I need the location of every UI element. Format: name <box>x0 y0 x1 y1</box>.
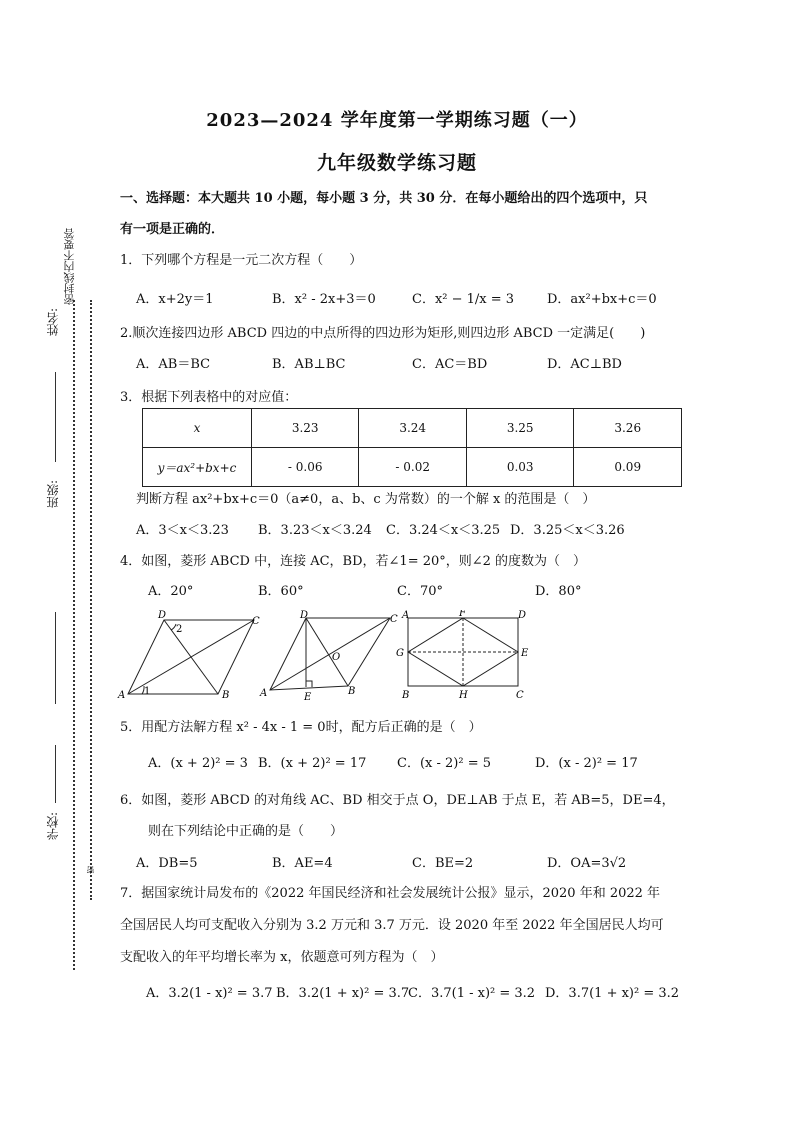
q4-option-a[interactable]: A．20° <box>148 584 194 599</box>
q3-option-b[interactable]: B．3.23＜x＜3.24 <box>258 523 372 538</box>
q2-option-b[interactable]: B．AB⊥BC <box>272 357 346 372</box>
q4-option-c[interactable]: C．70° <box>397 584 443 599</box>
q1-option-b[interactable]: B．x² - 2x+3＝0 <box>272 292 376 307</box>
table-row <box>143 409 682 448</box>
class-label: 班级: <box>46 480 60 509</box>
table-cell: - 0.02 <box>359 448 467 487</box>
q4-figure-rhombus <box>116 610 266 702</box>
q5-option-c[interactable]: C．(x - 2)² = 5 <box>397 756 491 771</box>
table-cell: 3.24 <box>359 409 467 448</box>
class-field-line[interactable] <box>55 612 56 704</box>
q1-option-c[interactable]: C．x² − 1/x = 3 <box>412 292 515 307</box>
fig1-label-c: C <box>252 616 260 627</box>
table-cell: 3.23 <box>251 409 359 448</box>
fig2-label-c: C <box>390 614 398 625</box>
q3-judge: 判断方程 ax²+bx+c＝0（a≠0，a、b、c 为常数）的一个解 x 的范围是（ ） <box>136 492 596 507</box>
fig3-label-c: C <box>516 690 524 701</box>
q3-option-a[interactable]: A．3＜x＜3.23 <box>136 523 229 538</box>
q2-option-d[interactable]: D．AC⊥BD <box>547 357 622 372</box>
q1-option-a[interactable]: A．x+2y＝1 <box>136 292 214 307</box>
section-intro-line1: 一、选择题：本大题共 10 小题，每小题 3 分，共 30 分．在每小题给出的四个选项中，只 <box>120 191 648 206</box>
fig1-label-b: B <box>222 690 230 701</box>
q4-stem: 4．如图，菱形 ABCD 中，连接 AC，BD，若∠1= 20°，则∠2 的度数为（ ） <box>120 554 587 569</box>
q7-option-a[interactable]: A．3.2(1 - x)² = 3.7 <box>146 986 273 1001</box>
q4-option-d[interactable]: D．80° <box>535 584 582 599</box>
table-cell: - 0.06 <box>251 448 359 487</box>
q7-option-d[interactable]: D．3.7(1 + x)² = 3.2 <box>545 986 680 1001</box>
table-cell: 0.09 <box>574 448 682 487</box>
page-title: 2023—2024 学年度第一学期练习题（一） <box>206 110 588 131</box>
school-label: 学校: <box>46 812 60 841</box>
fig3-label-d: D <box>518 610 527 621</box>
q7-stem-line1: 7．据国家统计局发布的《2022 年国民经济和社会发展统计公报》显示，2020 年和 2022 年 <box>120 886 661 901</box>
q3-value-table <box>142 408 682 487</box>
table-row <box>143 448 682 487</box>
q6-figure-rhombus <box>256 610 406 702</box>
rectangle-rhombus-figure <box>394 610 534 702</box>
fig2-label-o: O <box>332 652 341 663</box>
table-cell: 0.03 <box>466 448 574 487</box>
q5-stem: 5．用配方法解方程 x² - 4x - 1 = 0时，配方后正确的是（ ） <box>120 720 482 735</box>
q3-option-d[interactable]: D．3.25＜x＜3.26 <box>510 523 625 538</box>
fig3-label-e: E <box>521 648 529 659</box>
q7-stem-line2: 全国居民人均可支配收入分别为 3.2 万元和 3.7 万元．设 2020 年至 2022 年全国居民人均可 <box>120 918 664 933</box>
fig3-label-g: G <box>396 648 404 659</box>
fig3-label-a: A <box>402 610 410 621</box>
q5-option-b[interactable]: B．(x + 2)² = 17 <box>258 756 367 771</box>
table-cell: y＝ax²+bx+c <box>143 448 252 487</box>
q2-stem: 2.顺次连接四边形 ABCD 四边的中点所得的四边形为矩形,则四边形 ABCD 一定满足( ) <box>120 326 646 341</box>
name-label: 姓名: <box>46 308 60 337</box>
name-field-line[interactable] <box>55 372 56 462</box>
fig1-label-a: A <box>118 690 126 701</box>
q2-option-a[interactable]: A．AB＝BC <box>136 357 211 372</box>
q5-option-d[interactable]: D．(x - 2)² = 17 <box>535 756 638 771</box>
fig3-label-b: B <box>402 690 410 701</box>
fig1-label-d: D <box>158 610 167 621</box>
q6-option-d[interactable]: D．OA=3√2 <box>547 856 627 871</box>
section-intro-line2: 有一项是正确的． <box>120 222 225 237</box>
table-cell: 3.25 <box>466 409 574 448</box>
q6-option-a[interactable]: A．DB=5 <box>136 856 198 871</box>
q2-option-c[interactable]: C．AC＝BD <box>412 357 488 372</box>
q1-stem: 1．下列哪个方程是一元二次方程（ ） <box>120 253 363 268</box>
q6-option-c[interactable]: C．BE=2 <box>412 856 474 871</box>
q3-stem: 3．根据下列表格中的对应值： <box>120 390 298 405</box>
q6-stem-line1: 6．如图，菱形 ABCD 的对角线 AC、BD 相交于点 O，DE⊥AB 于点 E，若 AB=5，DE=4， <box>120 793 675 808</box>
seal-notice: 密封线内不要答 <box>63 228 76 305</box>
table-cell: 3.26 <box>574 409 682 448</box>
fig1-label-1: 1 <box>144 686 151 697</box>
school-field-line[interactable] <box>55 745 56 803</box>
q7-option-b[interactable]: B．3.2(1 + x)² = 3.7 <box>276 986 410 1001</box>
fig2-label-e: E <box>304 692 312 702</box>
page-subtitle: 九年级数学练习题 <box>316 152 477 174</box>
seal-dotted-line-inner <box>90 300 92 900</box>
fig1-label-2: 2 <box>176 624 183 635</box>
q1-option-d[interactable]: D．ax²+bx+c＝0 <box>547 292 657 307</box>
q6-option-b[interactable]: B．AE=4 <box>272 856 333 871</box>
fig3-label-f: F <box>459 610 466 619</box>
q7-option-c[interactable]: C．3.7(1 - x)² = 3.2 <box>408 986 536 1001</box>
q4-option-b[interactable]: B．60° <box>258 584 304 599</box>
fig2-label-b: B <box>348 686 356 697</box>
q6-stem-line2: 则在下列结论中正确的是（ ） <box>148 824 344 839</box>
seal-dotted-line <box>73 300 75 970</box>
q5-option-a[interactable]: A．(x + 2)² = 3 <box>148 756 248 771</box>
table-cell: x <box>143 409 252 448</box>
fig3-label-h: H <box>459 690 468 701</box>
seal-small-mark: 密 <box>86 866 95 874</box>
q3-option-c[interactable]: C．3.24＜x＜3.25 <box>386 523 501 538</box>
q7-stem-line3: 支配收入的年平均增长率为 x，依题意可列方程为（ ） <box>120 950 444 965</box>
fig2-label-a: A <box>260 688 268 699</box>
fig2-label-d: D <box>300 610 309 621</box>
